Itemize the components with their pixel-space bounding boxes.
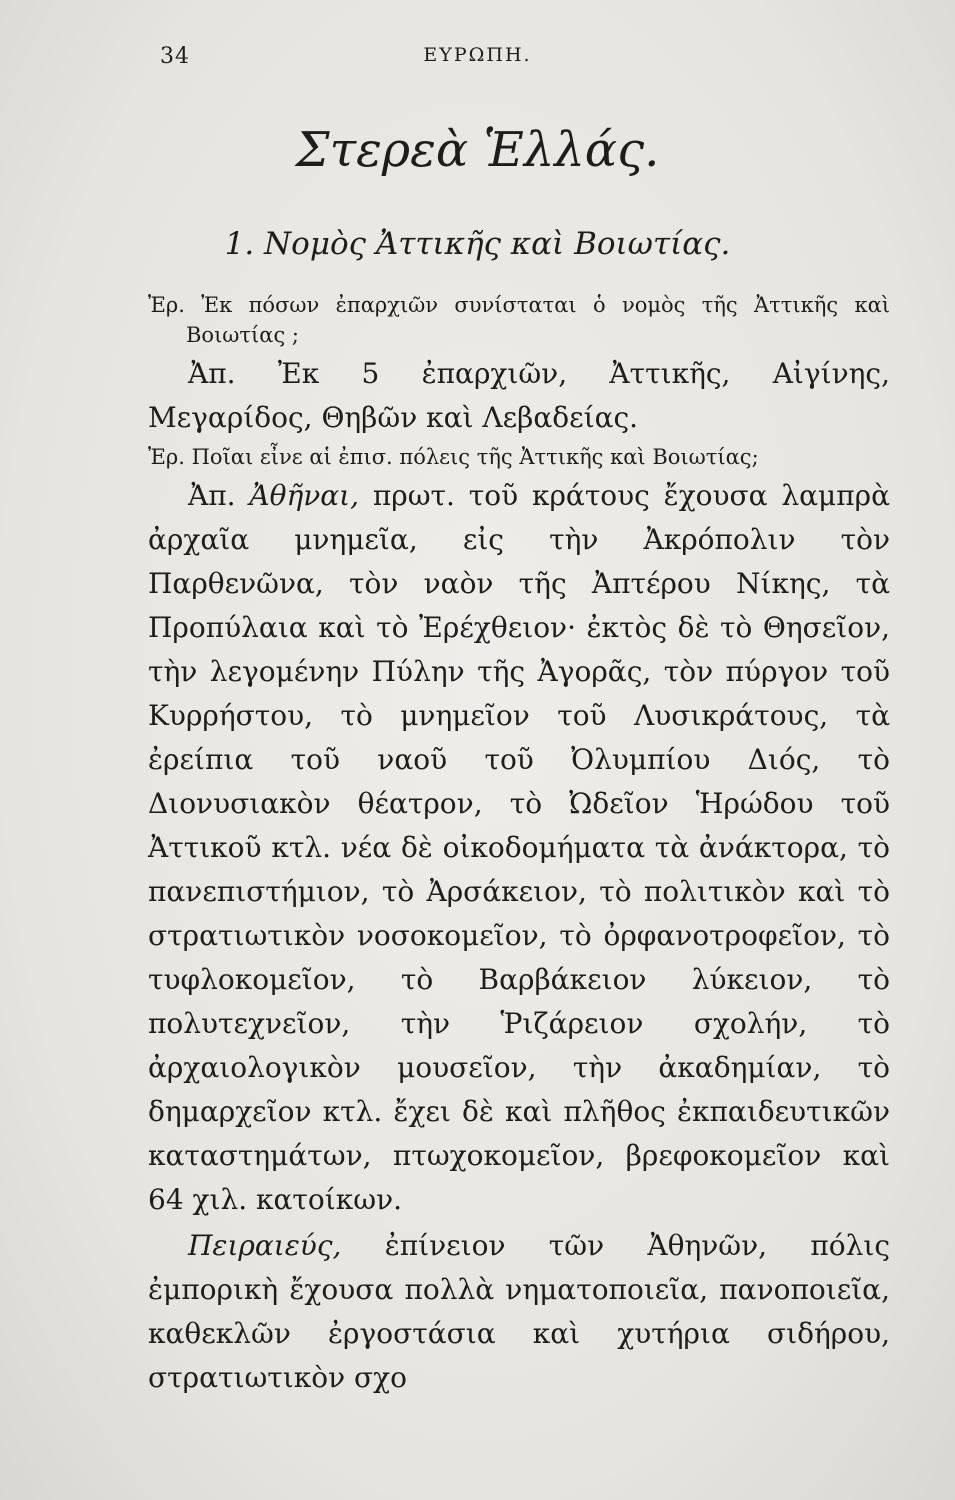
section-heading: 1. Νομὸς Ἀττικῆς καὶ Βοιωτίας. bbox=[224, 226, 731, 262]
page-number: 34 bbox=[160, 44, 190, 69]
answer-1 bbox=[148, 352, 890, 440]
page-body bbox=[148, 290, 890, 1400]
question-1: Ἐρ. Ἐκ πόσων ἐπαρχιῶν συνίσταται ὁ νομὸς τῆς Ἀττικῆς καὶ Βοιωτίας ; bbox=[148, 293, 890, 347]
chapter-title: Στερεὰ Ἑλλάς. bbox=[295, 122, 660, 178]
qa-block bbox=[148, 290, 890, 440]
answer-1-prefix: Ἀπ. bbox=[188, 357, 236, 390]
running-head: ΕΥΡΩΠΗ. bbox=[423, 44, 532, 66]
qa-block bbox=[148, 442, 890, 1222]
answer-2-italic: Ἀθῆναι, bbox=[249, 479, 360, 512]
answer-2-prefix: Ἀπ. bbox=[188, 479, 236, 512]
page-header bbox=[0, 44, 955, 84]
answer-1-text: Ἐκ 5 ἐπαρχιῶν, Ἀττικῆς, Αἰγίνης, Μεγαρίδος, Θηβῶν καὶ Λεβαδείας. bbox=[148, 357, 891, 434]
paragraph-text: ἐπίνειον τῶν Ἀθηνῶν, πόλις ἐμπορικὴ ἔχουσα πολλὰ νηματοποιεῖα, πανοποιεῖα, καθεκλῶν ἐργοστάσια καὶ χυτήρια σιδήρου, στρατιωτικὸν σχο bbox=[148, 1229, 890, 1394]
paragraph-peiraieus bbox=[148, 1224, 890, 1400]
answer-2 bbox=[148, 474, 890, 1222]
paragraph-italic: Πειραιεύς, bbox=[188, 1229, 342, 1262]
question-2: Ἐρ. Ποῖαι εἶνε αἱ ἐπισ. πόλεις τῆς Ἀττικῆς καὶ Βοιωτίας; bbox=[148, 445, 759, 469]
answer-2-text: πρωτ. τοῦ κράτους ἔχουσα λαμπρὰ ἀρχαῖα μνημεῖα, εἰς τὴν Ἀκρόπολιν τὸν Παρθενῶνα, τὸν ναὸν τῆς Ἀπτέρου Νίκης, τὰ Προπύλαια καὶ τὸ Ἐρέχθειον· ἐκτὸς δὲ τὸ Θησεῖον, τὴν λεγομένην Πύλην τῆς Ἀγορᾶς, τὸν πύργον τοῦ Κυρρήστου, τὸ μνημεῖον τοῦ Λυσικράτους, τὰ ἐρείπια τοῦ ναοῦ τοῦ Ὀλυμπίου Διός, τὸ Διονυσιακὸν θέατρον, τὸ Ὠδεῖον Ἡρώδου τοῦ Ἀττικοῦ κτλ. νέα δὲ οἰκοδομήματα τὰ ἀνάκτορα, τὸ πανεπιστήμιον, τὸ Ἀρσάκειον, τὸ πολιτικὸν καὶ τὸ στρατιωτικὸν νοσοκομεῖον, τὸ ὀρφανοτροφεῖον, τὸ τυφλοκομεῖον, τὸ Βαρβάκειον λύκειον, τὸ πολυτεχνεῖον, τὴν Ῥιζάρειον σχολήν, τὸ ἀρχαιολογικὸν μουσεῖον, τὴν ἀκαδημίαν, τὸ δημαρχεῖον κτλ. ἔχει δὲ καὶ πλῆθος ἐκπαιδευτικῶν καταστημάτων, πτωχοκομεῖον, βρεφοκομεῖον καὶ 64 χιλ. κατοίκων. bbox=[148, 479, 891, 1216]
